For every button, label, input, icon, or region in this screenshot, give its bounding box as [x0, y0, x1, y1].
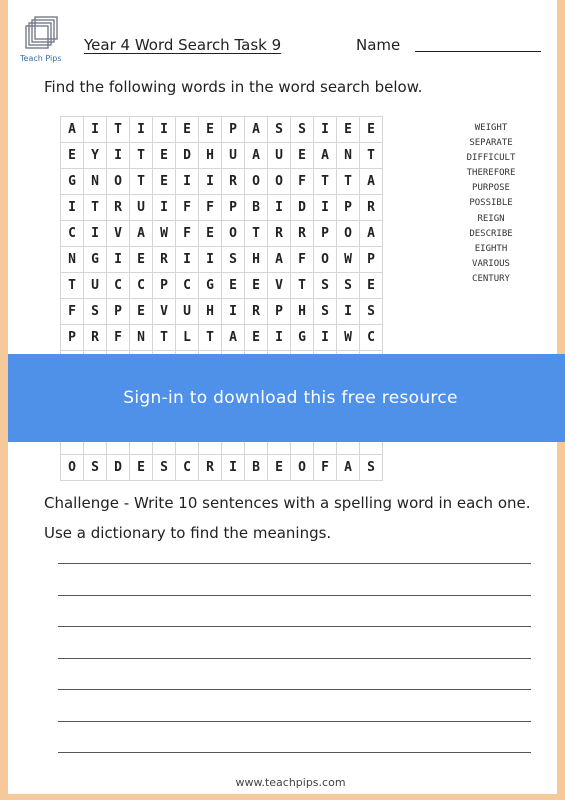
grid-cell[interactable]: I [107, 143, 130, 169]
word-list-item: CENTURY [472, 273, 510, 284]
grid-cell[interactable]: I [84, 221, 107, 247]
grid-cell[interactable]: I [84, 117, 107, 143]
grid-cell[interactable]: I [268, 325, 291, 351]
sign-in-banner[interactable] [8, 354, 565, 442]
grid-cell[interactable]: I [199, 169, 222, 195]
challenge-text: Challenge - Write 10 sentences with a spelling word in each one. Use a dictionary to find the meanings. [44, 494, 531, 542]
grid-cell[interactable]: S [222, 247, 245, 273]
grid-cell[interactable]: C [176, 455, 199, 481]
grid-cell[interactable]: I [153, 117, 176, 143]
grid-cell[interactable]: T [199, 325, 222, 351]
grid-cell[interactable]: R [291, 221, 314, 247]
grid-cell[interactable]: E [61, 143, 84, 169]
grid-cell[interactable]: S [360, 455, 383, 481]
grid-cell[interactable]: R [245, 299, 268, 325]
grid-cell[interactable]: U [84, 273, 107, 299]
grid-cell[interactable]: W [337, 247, 360, 273]
grid-cell[interactable]: A [360, 169, 383, 195]
grid-cell[interactable]: A [360, 221, 383, 247]
writing-line[interactable] [58, 721, 531, 722]
grid-cell[interactable]: U [130, 195, 153, 221]
grid-cell[interactable]: E [222, 273, 245, 299]
grid-cell[interactable]: R [222, 169, 245, 195]
grid-cell[interactable]: R [360, 195, 383, 221]
grid-cell[interactable]: H [245, 247, 268, 273]
grid-cell[interactable]: A [222, 325, 245, 351]
grid-cell[interactable]: A [130, 221, 153, 247]
grid-cell[interactable]: O [222, 221, 245, 247]
grid-cell[interactable]: I [176, 169, 199, 195]
grid-cell[interactable]: R [84, 325, 107, 351]
grid-cell[interactable]: C [130, 273, 153, 299]
grid-cell[interactable]: P [314, 221, 337, 247]
grid-cell[interactable]: N [337, 143, 360, 169]
name-field-line[interactable] [415, 51, 541, 52]
grid-cell[interactable]: F [291, 247, 314, 273]
grid-cell[interactable]: P [61, 325, 84, 351]
grid-cell[interactable]: E [130, 299, 153, 325]
grid-cell[interactable]: E [153, 143, 176, 169]
grid-cell[interactable]: S [153, 455, 176, 481]
name-label: Name [356, 36, 401, 54]
grid-cell[interactable]: I [314, 325, 337, 351]
grid-row [61, 221, 383, 247]
grid-cell[interactable]: P [153, 273, 176, 299]
grid-cell[interactable]: F [176, 195, 199, 221]
grid-cell[interactable]: T [314, 169, 337, 195]
grid-cell[interactable]: T [130, 169, 153, 195]
grid-cell[interactable]: G [199, 273, 222, 299]
grid-row [61, 455, 383, 481]
grid-row [61, 169, 383, 195]
grid-cell[interactable]: C [107, 273, 130, 299]
grid-cell[interactable]: P [360, 247, 383, 273]
writing-line[interactable] [58, 563, 531, 564]
teachpips-logo [20, 16, 64, 64]
grid-row [61, 117, 383, 143]
grid-cell[interactable]: T [360, 143, 383, 169]
grid-cell[interactable]: D [176, 143, 199, 169]
grid-cell[interactable]: E [360, 273, 383, 299]
grid-cell[interactable]: H [199, 143, 222, 169]
footer-url[interactable]: www.teachpips.com [235, 776, 346, 789]
grid-cell[interactable]: A [268, 247, 291, 273]
grid-cell[interactable]: Y [84, 143, 107, 169]
grid-cell[interactable]: N [84, 169, 107, 195]
grid-cell[interactable]: E [245, 325, 268, 351]
grid-cell[interactable]: U [222, 143, 245, 169]
grid-cell[interactable]: A [337, 455, 360, 481]
grid-cell[interactable]: T [84, 195, 107, 221]
grid-row [61, 299, 383, 325]
grid-cell[interactable]: F [107, 325, 130, 351]
writing-line[interactable] [58, 658, 531, 659]
grid-cell[interactable]: I [61, 195, 84, 221]
grid-cell[interactable]: R [199, 455, 222, 481]
grid-cell[interactable]: E [360, 117, 383, 143]
grid-cell[interactable]: S [314, 299, 337, 325]
grid-cell[interactable]: F [314, 455, 337, 481]
grid-cell[interactable]: N [130, 325, 153, 351]
grid-cell[interactable]: O [61, 455, 84, 481]
grid-cell[interactable]: T [245, 221, 268, 247]
grid-cell[interactable]: H [199, 299, 222, 325]
grid-cell[interactable]: I [314, 195, 337, 221]
grid-cell[interactable]: E [291, 143, 314, 169]
grid-row [61, 247, 383, 273]
grid-cell[interactable]: I [153, 195, 176, 221]
grid-cell[interactable]: T [337, 169, 360, 195]
grid-cell[interactable]: I [107, 247, 130, 273]
grid-cell[interactable]: F [199, 195, 222, 221]
word-list [448, 121, 534, 287]
grid-cell[interactable]: R [153, 247, 176, 273]
grid-cell[interactable]: V [268, 273, 291, 299]
word-list-item: EIGHTH [474, 243, 508, 254]
grid-cell[interactable]: A [245, 117, 268, 143]
grid-cell[interactable]: S [84, 455, 107, 481]
grid-cell[interactable]: P [222, 195, 245, 221]
grid-cell[interactable]: E [337, 117, 360, 143]
word-list-item: DIFFICULT [466, 153, 516, 164]
grid-cell[interactable]: S [268, 117, 291, 143]
grid-cell[interactable]: S [360, 299, 383, 325]
grid-cell[interactable]: S [291, 117, 314, 143]
grid-cell[interactable]: E [245, 273, 268, 299]
grid-cell[interactable]: U [176, 299, 199, 325]
grid-cell[interactable]: W [153, 221, 176, 247]
word-list-item: THEREFORE [466, 168, 516, 179]
grid-cell[interactable]: D [291, 195, 314, 221]
grid-cell[interactable]: F [176, 221, 199, 247]
grid-cell[interactable]: T [291, 273, 314, 299]
grid-cell[interactable]: I [176, 247, 199, 273]
word-list-item: POSSIBLE [469, 198, 513, 209]
writing-line[interactable] [58, 626, 531, 627]
grid-cell[interactable]: O [314, 247, 337, 273]
writing-line[interactable] [58, 689, 531, 690]
grid-cell[interactable]: W [337, 325, 360, 351]
word-list-item: SEPARATE [469, 138, 513, 149]
grid-cell[interactable]: S [84, 299, 107, 325]
grid-row [61, 143, 383, 169]
grid-cell[interactable]: I [222, 455, 245, 481]
grid-cell[interactable]: P [222, 117, 245, 143]
grid-cell[interactable]: V [107, 221, 130, 247]
grid-cell[interactable]: C [176, 273, 199, 299]
grid-cell[interactable]: I [130, 117, 153, 143]
grid-cell[interactable]: P [337, 195, 360, 221]
grid-cell[interactable]: G [61, 169, 84, 195]
grid-cell[interactable]: E [199, 117, 222, 143]
grid-cell[interactable]: O [291, 455, 314, 481]
word-list-item: REIGN [477, 213, 505, 224]
grid-cell[interactable]: D [107, 455, 130, 481]
worksheet-title: Year 4 Word Search Task 9 [84, 36, 282, 54]
grid-cell[interactable]: I [337, 299, 360, 325]
grid-row [61, 325, 383, 351]
word-list-item: VARIOUS [472, 258, 510, 269]
grid-cell[interactable]: F [61, 299, 84, 325]
grid-cell[interactable]: T [153, 325, 176, 351]
word-list-item: DESCRIBE [469, 228, 513, 239]
grid-cell[interactable]: H [291, 299, 314, 325]
banner-text[interactable]: Sign-in to download this free resource [123, 388, 458, 408]
grid-cell[interactable]: I [314, 117, 337, 143]
grid-row [61, 195, 383, 221]
grid-cell[interactable]: E [130, 455, 153, 481]
grid-cell[interactable]: A [61, 117, 84, 143]
grid-cell[interactable]: T [130, 143, 153, 169]
grid-cell[interactable]: E [130, 247, 153, 273]
grid-cell[interactable]: B [245, 455, 268, 481]
grid-cell[interactable]: G [291, 325, 314, 351]
grid-cell[interactable]: E [268, 455, 291, 481]
writing-line[interactable] [58, 752, 531, 753]
grid-cell[interactable]: O [245, 169, 268, 195]
instruction-text: Find the following words in the word search below. [44, 78, 423, 96]
grid-cell[interactable]: V [153, 299, 176, 325]
grid-cell[interactable]: I [268, 195, 291, 221]
grid-row [61, 273, 383, 299]
brand-name: Teach Pips [20, 54, 62, 63]
stacked-squares-icon [24, 16, 60, 52]
grid-cell[interactable]: T [107, 117, 130, 143]
grid-cell[interactable]: I [222, 299, 245, 325]
grid-cell[interactable]: N [61, 247, 84, 273]
grid-cell[interactable]: O [268, 169, 291, 195]
writing-line[interactable] [58, 595, 531, 596]
grid-cell[interactable]: C [360, 325, 383, 351]
grid-cell[interactable]: G [84, 247, 107, 273]
grid-cell[interactable]: C [61, 221, 84, 247]
grid-cell[interactable]: U [268, 143, 291, 169]
grid-cell[interactable]: E [199, 221, 222, 247]
grid-cell[interactable]: E [153, 169, 176, 195]
word-list-item: WEIGHT [474, 123, 508, 133]
grid-cell[interactable]: B [245, 195, 268, 221]
grid-cell[interactable]: S [337, 273, 360, 299]
grid-cell[interactable]: S [314, 273, 337, 299]
word-list-item: PURPOSE [472, 183, 510, 194]
grid-cell[interactable]: A [245, 143, 268, 169]
grid-cell[interactable]: R [107, 195, 130, 221]
grid-cell[interactable]: I [199, 247, 222, 273]
grid-cell[interactable]: O [337, 221, 360, 247]
grid-cell[interactable]: F [291, 169, 314, 195]
grid-cell[interactable]: P [268, 299, 291, 325]
grid-cell[interactable]: A [314, 143, 337, 169]
grid-cell[interactable]: P [107, 299, 130, 325]
grid-cell[interactable]: L [176, 325, 199, 351]
grid-cell[interactable]: E [176, 117, 199, 143]
grid-cell[interactable]: R [268, 221, 291, 247]
grid-cell[interactable]: T [61, 273, 84, 299]
grid-cell[interactable]: O [107, 169, 130, 195]
